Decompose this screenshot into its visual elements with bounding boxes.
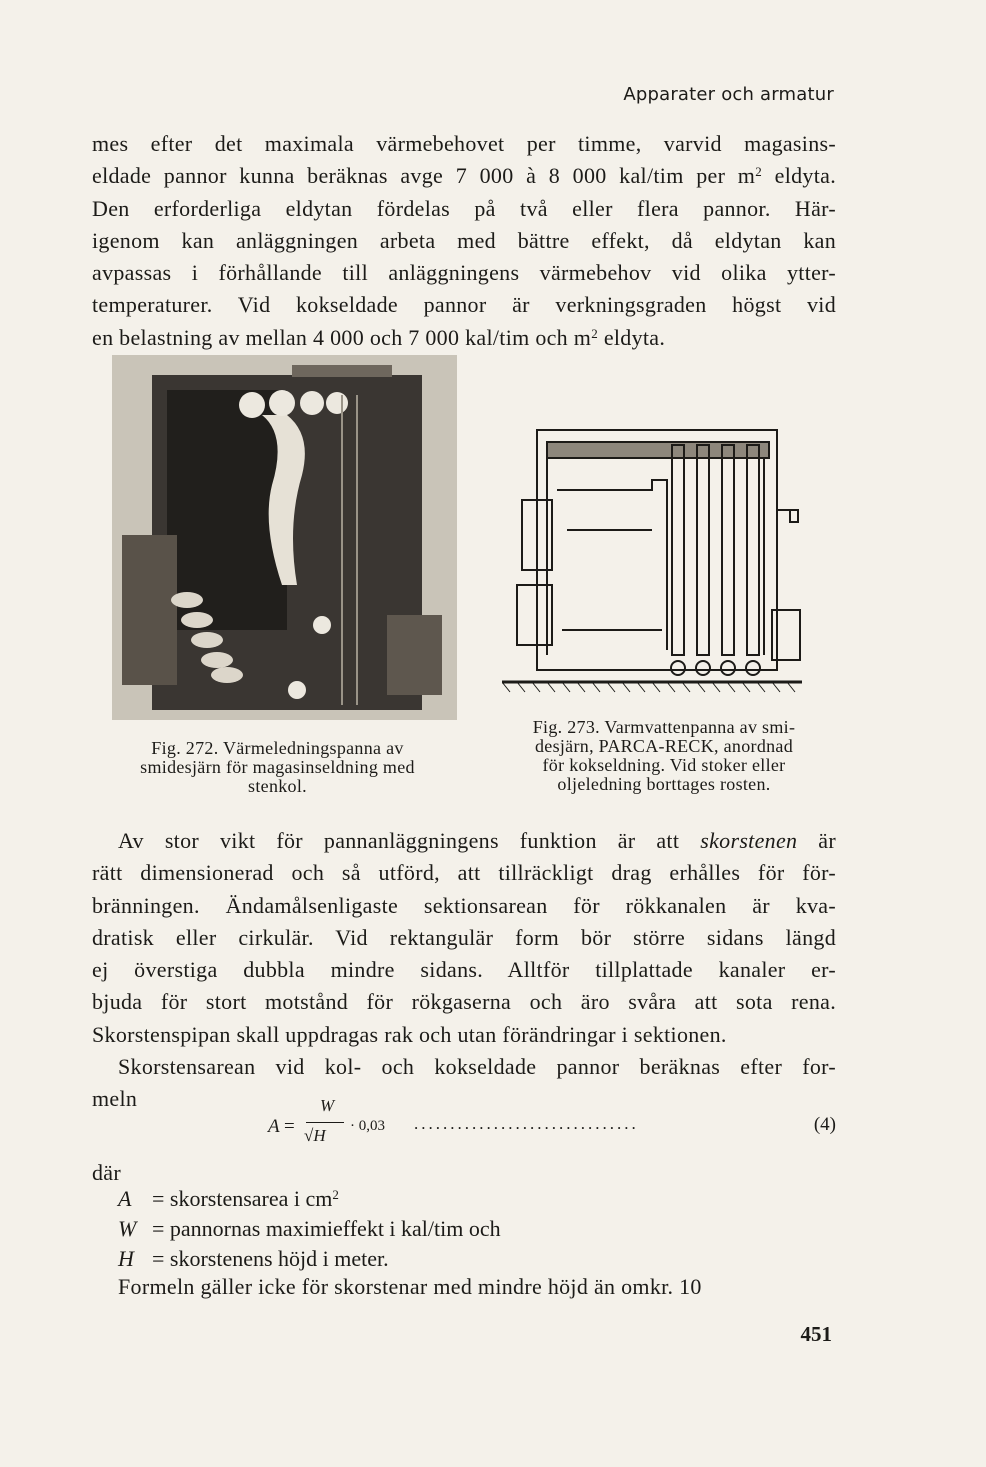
figure-273-boiler-drawing <box>502 420 802 700</box>
paragraph-line: meln <box>92 1086 138 1112</box>
formula-lhs: A <box>268 1116 280 1137</box>
where-label: där <box>92 1160 121 1185</box>
formula-4 <box>268 1096 836 1160</box>
paragraph-line: Den erforderliga eldytan fördelas på två eller flera pannor. Här- <box>92 195 836 221</box>
fraction-bar <box>306 1122 344 1123</box>
paragraph-line: mes efter det maximala värmebehovet per timme, varvid magasins- <box>92 131 836 156</box>
paragraph-line: Skorstenspipan skall uppdragas rak och utan förändringar i sektionen. <box>92 1021 727 1047</box>
running-header: Apparater och armatur <box>623 84 834 105</box>
paragraph-1 <box>92 128 836 354</box>
paragraph-line: rätt dimensionerad och så utförd, att tillräckligt drag erhålles för för- <box>92 860 836 886</box>
formula-leader-dots: ............................... <box>414 1114 639 1133</box>
figure-273-caption: Fig. 273. Varmvattenpanna av smi- desjärn, PARCA-RECK, anordnad för kokseldning. Vid stoker eller oljeledning borttages rosten. <box>532 717 796 794</box>
formula-denominator: √H <box>304 1126 326 1145</box>
paragraph-line: eldade pannor kunna beräknas avge 7 000 à 8 000 kal/tim per $m^2$ eldyta. <box>92 163 836 189</box>
page-number: 451 <box>800 1322 832 1346</box>
paragraph-line: temperaturer. Vid kokseldade pannor är verkningsgraden högst vid <box>92 292 836 318</box>
formula-equals: = <box>284 1116 295 1137</box>
figure-272-caption: Fig. 272. Värmeledningspanna av smidesjärn för magasinseldning med stenkol. <box>140 738 415 796</box>
paragraph-line: ej överstiga dubbla mindre sidans. Alltför tillplattade kanaler er- <box>92 957 836 983</box>
paragraph-line: Av stor vikt för pannanläggningens funktion är att skorstenen är <box>118 828 836 853</box>
paragraph-line: Skorstensarean vid kol- och kokseldade pannor beräknas efter for- <box>118 1054 836 1079</box>
emphasis-word: skorstenen <box>700 828 798 853</box>
paragraph-line: dratisk eller cirkulär. Vid rektangulär form bör större sidans längd <box>92 924 836 950</box>
paragraph-2 <box>92 825 836 1051</box>
equation-number: (4) <box>813 1114 836 1135</box>
paragraph-line: igenom kan anläggningen arbeta med bättre effekt, då eldytan kan <box>92 227 836 253</box>
formula-numerator: W <box>320 1096 335 1115</box>
paragraph-line: bjuda för stort motstånd för rökgaserna och äro svåra att sota rena. <box>92 989 836 1015</box>
figure-272-boiler-photo <box>112 355 457 720</box>
paragraph-line: avpassas i förhållande till anläggningens värmebehov vid olika ytter- <box>92 260 836 286</box>
paragraph-line: en belastning av mellan 4 000 och 7 000 kal/tim och $m^2$ eldyta. <box>92 324 666 350</box>
formula-factor: · 0,03 <box>350 1118 385 1134</box>
closing-line: Formeln gäller icke för skorstenar med mindre höjd än omkr. 10 <box>118 1274 702 1299</box>
paragraph-line: bränningen. Ändamålsenligaste sektionsarean för rökkanalen är kva- <box>92 892 836 918</box>
